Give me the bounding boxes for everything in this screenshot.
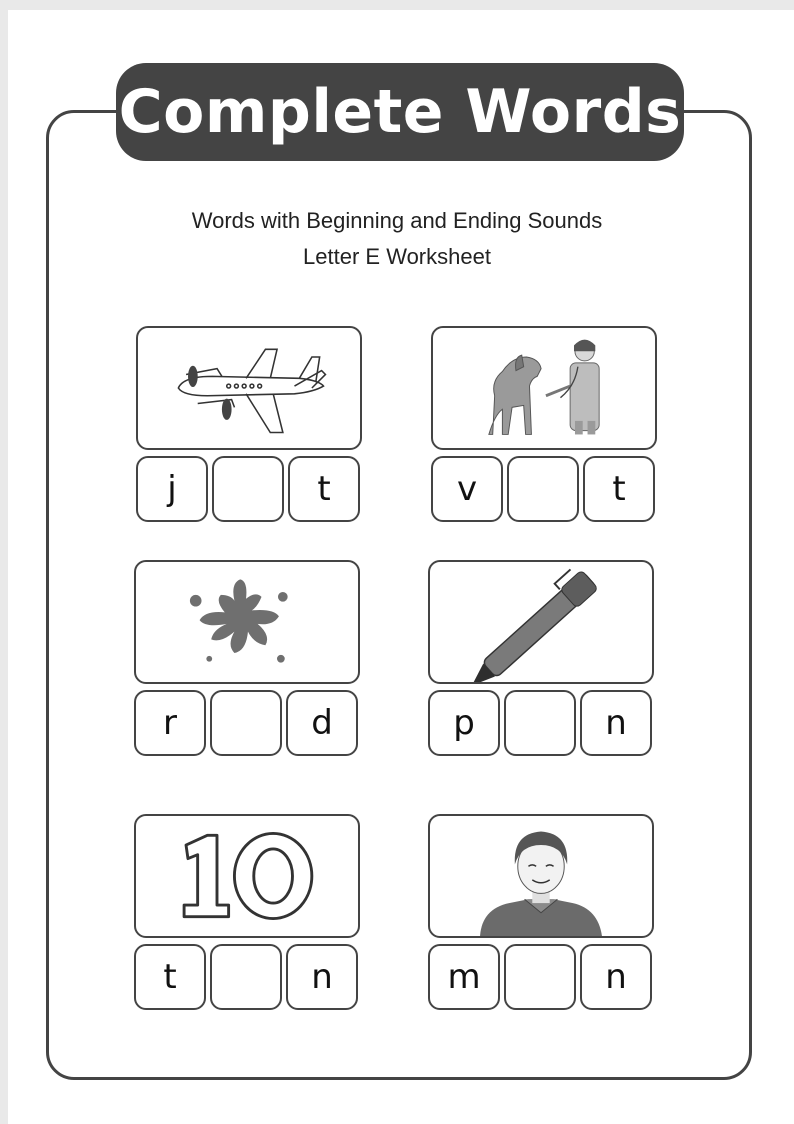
first-letter-box: t: [134, 944, 206, 1010]
fountain-pen-icon: [430, 562, 652, 682]
picture-box: [431, 326, 657, 450]
last-letter-box: n: [580, 690, 652, 756]
man-portrait-icon: [430, 816, 652, 936]
title-banner: [116, 63, 684, 161]
picture-box: [136, 326, 362, 450]
picture-box: [428, 560, 654, 684]
last-letter-box: t: [288, 456, 360, 522]
missing-letter-box[interactable]: [504, 690, 576, 756]
number-ten-icon: [136, 816, 358, 936]
picture-box: [134, 560, 360, 684]
missing-letter-box[interactable]: [507, 456, 579, 522]
last-letter-box: d: [286, 690, 358, 756]
last-letter-box: t: [583, 456, 655, 522]
first-letter-box: r: [134, 690, 206, 756]
vet-with-dog-icon: [433, 328, 655, 448]
first-letter-box: m: [428, 944, 500, 1010]
first-letter-box: p: [428, 690, 500, 756]
missing-letter-box[interactable]: [504, 944, 576, 1010]
first-letter-box: j: [136, 456, 208, 522]
last-letter-box: n: [286, 944, 358, 1010]
picture-box: [134, 814, 360, 938]
paint-splat-icon: [136, 562, 358, 682]
picture-box: [428, 814, 654, 938]
last-letter-box: n: [580, 944, 652, 1010]
subtitle-line-1: Words with Beginning and Ending Sounds: [191, 208, 603, 233]
first-letter-box: v: [431, 456, 503, 522]
missing-letter-box[interactable]: [210, 944, 282, 1010]
subtitle-line-2: Letter E Worksheet: [303, 244, 491, 269]
airplane-icon: [138, 328, 360, 448]
page-title: Complete Words: [118, 77, 682, 147]
missing-letter-box[interactable]: [210, 690, 282, 756]
missing-letter-box[interactable]: [212, 456, 284, 522]
